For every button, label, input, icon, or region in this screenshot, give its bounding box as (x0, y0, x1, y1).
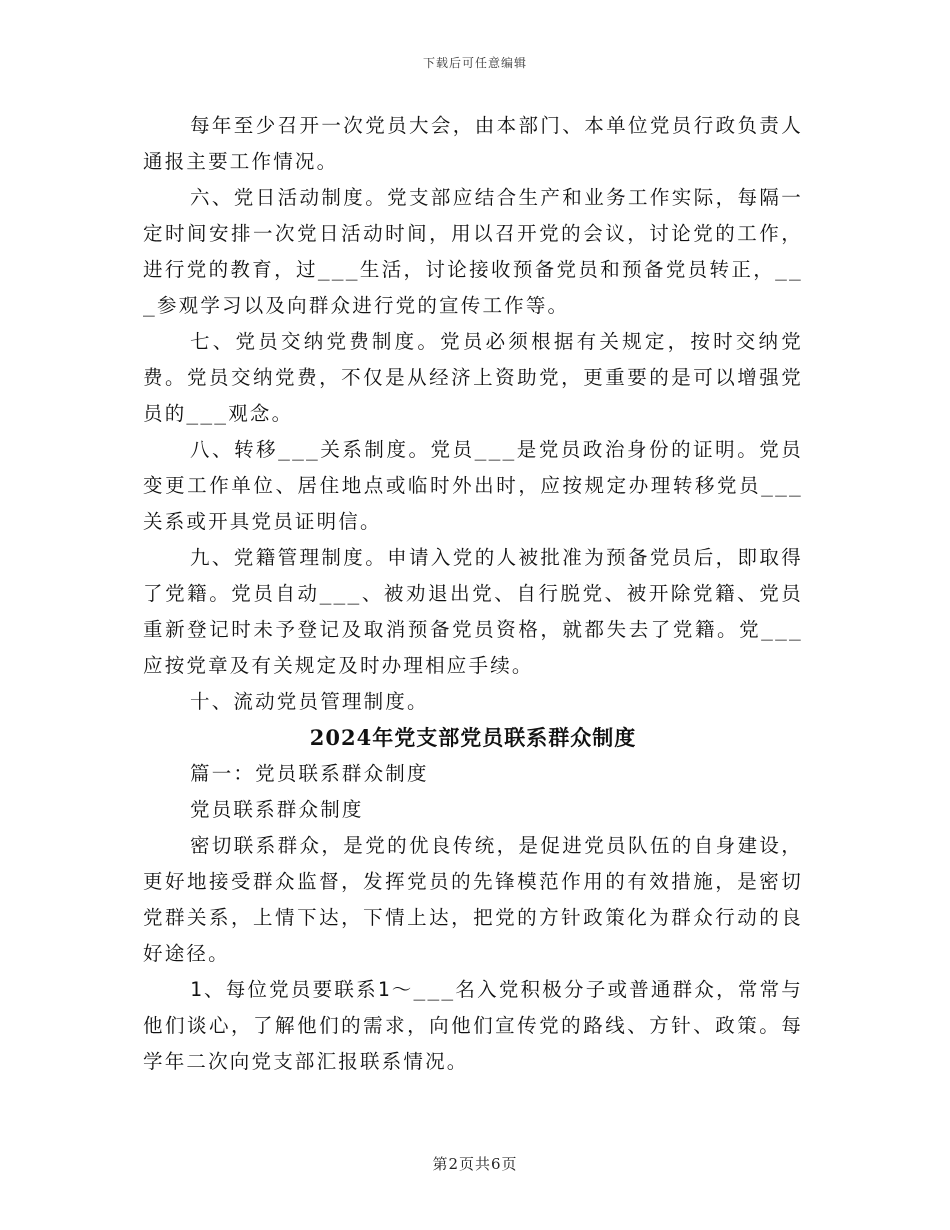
paragraph-annual-meeting: 每年至少召开一次党员大会，由本部门、本单位党员行政负责人通报主要工作情况。 (143, 114, 803, 173)
page-footer: 第2页共6页 (432, 1155, 518, 1173)
paragraph-transfer-system: 八、转移___关系制度。党员___是党员政治身份的证明。党员变更工作单位、居住地点或临时外出时，应按规定办理转移党员___关系或开具党员证明信。 (143, 438, 803, 533)
paragraph-membership-management: 九、党籍管理制度。申请入党的人被批准为预备党员后，即取得了党籍。党员自动___、被劝退出党、自行脱党、被开除党籍、党员重新登记时未予登记及取消预备党员资格，就都失去了党籍。党___应按党章及有关规定及时办理相应手续。 (143, 546, 803, 677)
paragraph-intro: 密切联系群众，是党的优良传统，是促进党员队伍的自身建设，更好地接受群众监督，发挥党员的先锋模范作用的有效措施，是密切党群关系，上情下达，下情上达，把党的方针政策化为群众行动的良好途径。 (143, 834, 803, 965)
page-header: 下载后可任意编辑 (422, 56, 527, 70)
document-body (143, 108, 803, 1080)
document-title: 2024年党支部党员联系群众制度 (309, 725, 637, 750)
paragraph-subtitle: 党员联系群众制度 (190, 798, 364, 821)
paragraph-party-day-system: 六、党日活动制度。党支部应结合生产和业务工作实际，每隔一定时间安排一次党日活动时间，用以召开党的会议，讨论党的工作，进行党的教育，过___生活，讨论接收预备党员和预备党员转正，___参观学习以及向群众进行党的宣传工作等。 (143, 186, 803, 317)
paragraph-party-fee-system: 七、党员交纳党费制度。党员必须根据有关规定，按时交纳党费。党员交纳党费，不仅是从经济上资助党，更重要的是可以增强党员的___观念。 (143, 330, 803, 425)
paragraph-item-1: 1、每位党员要联系1～___名入党积极分子或普通群众，常常与他们谈心，了解他们的需求，向他们宣传党的路线、方针、政策。每学年二次向党支部汇报联系情况。 (143, 978, 803, 1073)
paragraph-mobile-members: 十、流动党员管理制度。 (190, 690, 429, 713)
paragraph-chapter-one: 篇一：党员联系群众制度 (190, 762, 429, 785)
